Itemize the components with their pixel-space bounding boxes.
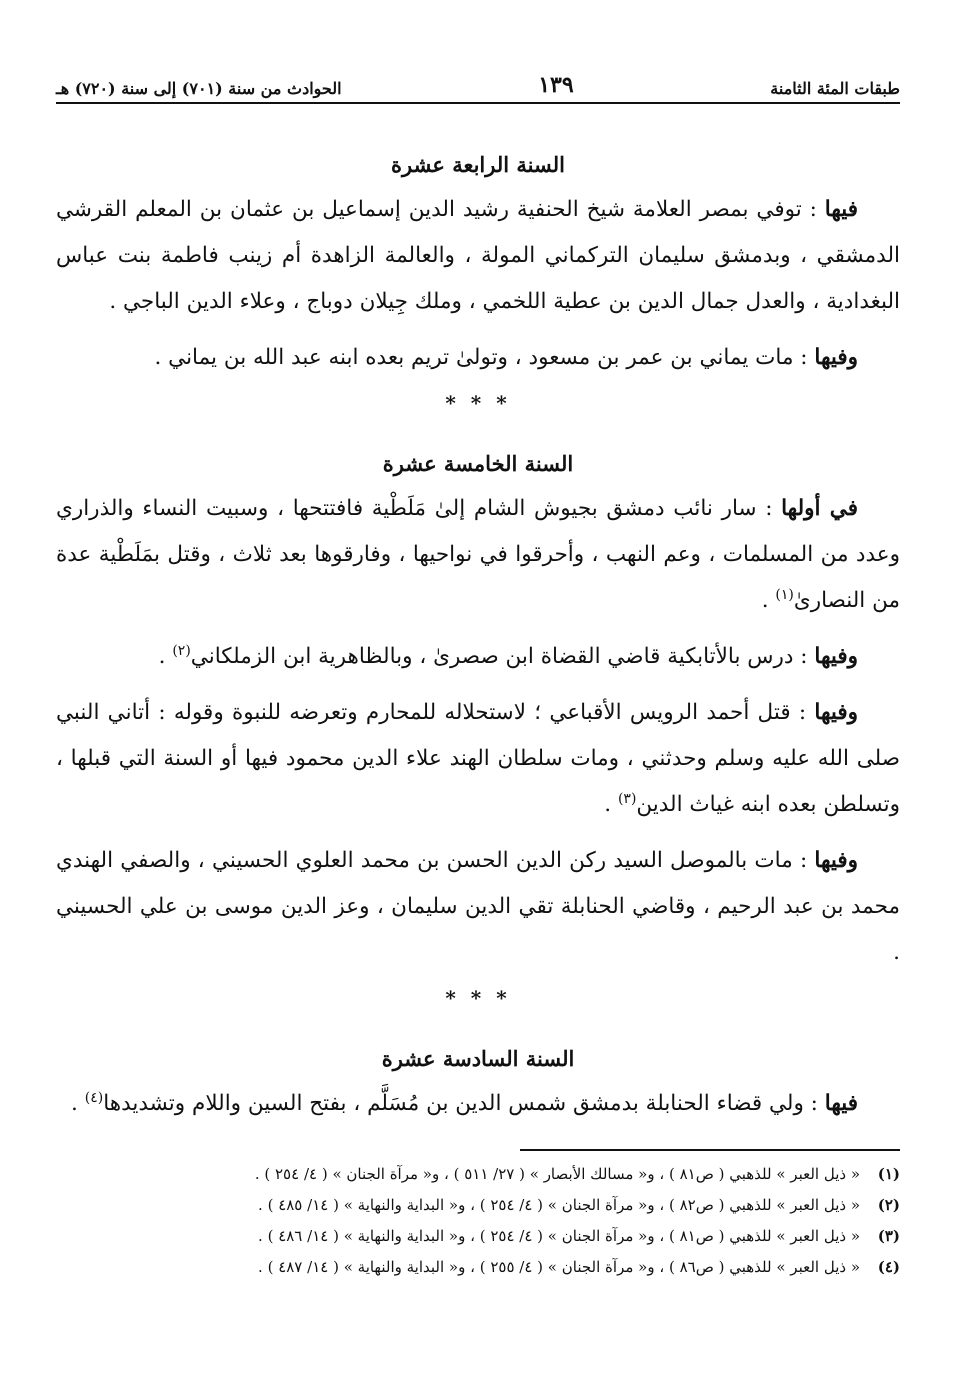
footnotes-list: [56, 1159, 900, 1283]
entry-lead: فيها: [824, 1091, 858, 1116]
entry-lead: وفيها: [814, 644, 858, 669]
footnote-text: « ذيل العبر » للذهبي ( ص٨١ ) ، و« مرآة الجنان » ( ٤/ ٢٥٤ ) ، و« البداية والنهاية » ( ١٤/ ٤٨٦ ) .: [258, 1227, 860, 1245]
year-heading: السنة الخامسة عشرة: [382, 451, 574, 476]
footnote-number: (٣): [877, 1227, 900, 1245]
footnote-item: [56, 1252, 900, 1283]
entry-paragraph: [56, 838, 900, 976]
entry-paragraph: [56, 187, 900, 325]
entry-lead: في أولها: [781, 496, 858, 521]
entry-text: : درس بالأتابكية قاضي القضاة ابن صصرىٰ ، وبالظاهرية ابن الزملكاني: [190, 644, 815, 669]
footnote-reference[interactable]: (٣): [617, 790, 637, 807]
entry-text: : سار نائب دمشق بجيوش الشام إلىٰ مَلَطْية فافتتحها ، وسبيت النساء والذراري وعدد من المسلمات ، وعم النهب ، وأحرقوا في نواحيها ، وفارقوها بعد ثلاث ، وقتل بمَلَطْية عدة من النصارىٰ: [56, 496, 900, 613]
footnote-number: (٢): [877, 1196, 900, 1214]
running-header: [56, 60, 900, 98]
footnote-number: (٤): [877, 1258, 900, 1276]
entry-lead: وفيها: [814, 848, 858, 873]
header-rule: [56, 102, 900, 104]
footnote-item: [56, 1221, 900, 1252]
entry-text: : توفي بمصر العلامة شيخ الحنفية رشيد الدين إسماعيل بن عثمان بن المعلم القرشي الدمشقي ، وبدمشق سليمان التركماني المولة ، والعالمة الزاهدة أم زينب فاطمة بنت عباس البغدادية ، والعدل جمال الدين بن عطية اللخمي ، وملك جِيلان دوباج ، وعلاء الدين الباجي .: [56, 197, 900, 314]
year-heading: السنة الرابعة عشرة: [391, 152, 565, 177]
header-book-title: طبقات المئة الثامنة: [770, 79, 900, 98]
entry-tail: .: [761, 588, 776, 613]
footnote-item: [56, 1159, 900, 1190]
year-heading: السنة السادسة عشرة: [381, 1046, 575, 1071]
footnote-text: « ذيل العبر » للذهبي ( ص٨٢ ) ، و« مرآة الجنان » ( ٤/ ٢٥٤ ) ، و« البداية والنهاية » ( ١٤/ ٤٨٥ ) .: [258, 1196, 860, 1214]
entry-text: : مات بالموصل السيد ركن الدين الحسن بن محمد العلوي الحسيني ، والصفي الهندي محمد بن عبد الرحيم ، وقاضي الحنابلة تقي الدين سليمان ، وعز الدين موسى بن علي الحسيني .: [56, 848, 900, 965]
footnote-reference[interactable]: (٢): [172, 642, 191, 659]
entry-lead: وفيها: [814, 700, 858, 725]
entry-paragraph: [56, 634, 900, 680]
section-separator: * * *: [445, 391, 511, 415]
entry-paragraph: [56, 1081, 900, 1127]
footnote-rule: [520, 1149, 900, 1151]
entry-lead: فيها: [824, 197, 858, 222]
footnote-item: [56, 1190, 900, 1221]
section-separator: * * *: [445, 986, 511, 1010]
entry-text: : قتل أحمد الرويس الأقباعي ؛ لاستحلاله للمحارم وتعرضه للنبوة وقوله : أتاني النبي صلى الله عليه وسلم وحدثني ، ومات سلطان الهند علاء الدين محمود فيها أو السنة التي قبلها ، وتسلطن بعده ابنه غياث الدين: [56, 700, 900, 817]
entry-tail: .: [158, 644, 173, 669]
footnote-reference[interactable]: (٤): [84, 1089, 104, 1106]
entry-paragraph: [56, 335, 900, 381]
footnote-number: (١): [877, 1165, 900, 1183]
footnote-text: « ذيل العبر » للذهبي ( ص٨١ ) ، و« مسالك الأبصار » ( ٢٧/ ٥١١ ) ، و« مرآة الجنان » ( ٤/ ٢٥٤ ) .: [254, 1165, 860, 1183]
page-number: ١٣٩: [538, 72, 574, 98]
entry-lead: وفيها: [814, 345, 858, 370]
header-chapter-title: الحوادث من سنة (٧٠١) إلى سنة (٧٢٠) هـ: [56, 79, 342, 98]
footnote-text: « ذيل العبر » للذهبي ( ص٨٦ ) ، و« مرآة الجنان » ( ٤/ ٢٥٥ ) ، و« البداية والنهاية » ( ١٤/ ٤٨٧ ) .: [258, 1258, 860, 1276]
footnote-reference[interactable]: (١): [775, 586, 794, 603]
entry-paragraph: [56, 690, 900, 828]
entry-text: : ولي قضاء الحنابلة بدمشق شمس الدين بن مُسَلَّم ، بفتح السين واللام وتشديدها: [103, 1091, 825, 1116]
entry-tail: .: [604, 792, 618, 817]
entry-tail: .: [71, 1091, 85, 1116]
entry-text: : مات يماني بن عمر بن مسعود ، وتولىٰ تريم بعده ابنه عبد الله بن يماني .: [154, 345, 815, 370]
entry-paragraph: [56, 486, 900, 624]
